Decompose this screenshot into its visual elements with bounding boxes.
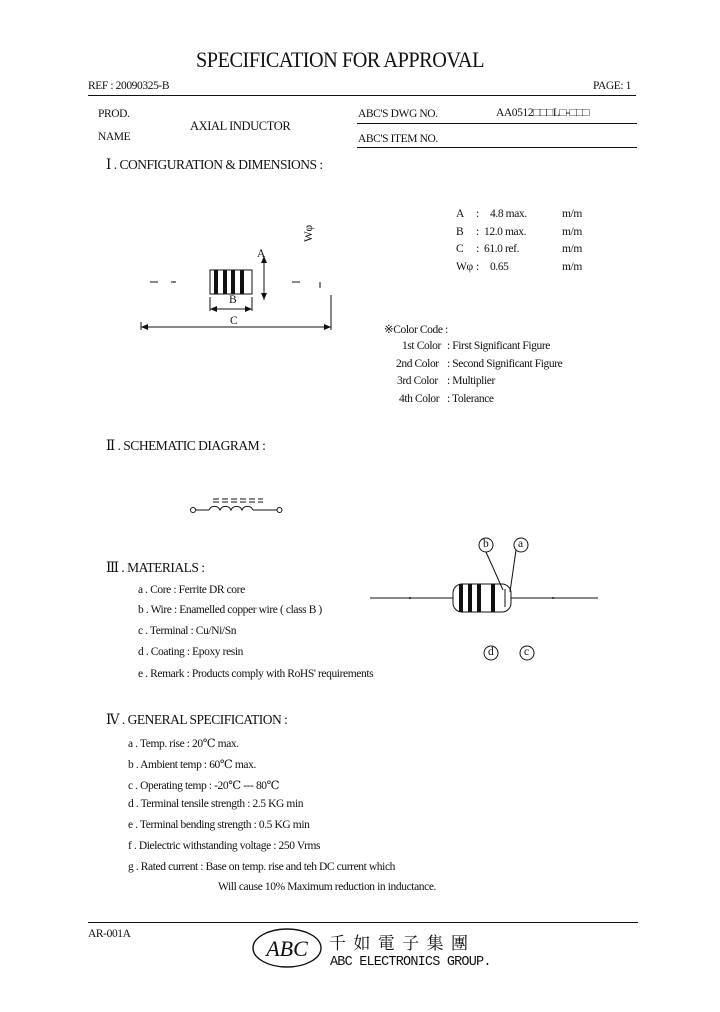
item-label: ABC'S ITEM NO. (358, 133, 438, 145)
materials-band-1 (459, 584, 463, 612)
dim-row-c-sep: : (476, 243, 479, 255)
dim-row-a-sep: : (476, 208, 479, 220)
color-1-label: 1st Color (402, 340, 441, 352)
dim-row-a-value: 4.8 max. (490, 208, 527, 220)
dim-row-a-key: A (456, 208, 464, 220)
dim-row-c-unit: m/m (562, 243, 582, 255)
dim-row-a-unit: m/m (562, 208, 582, 220)
prod-label: PROD. (98, 108, 130, 120)
spec-tensile-strength: d . Terminal tensile strength : 2.5 KG min (128, 798, 304, 810)
dim-row-w-sep: : (476, 261, 479, 273)
color-2-desc: : Second Significant Figure (447, 358, 563, 370)
material-terminal: c . Terminal : Cu/Ni/Sn (138, 625, 237, 637)
callout-a-label: a (518, 538, 523, 550)
spec-operating-temp: c . Operating temp : -20℃ --- 80℃ (128, 780, 280, 792)
spec-rated-current: g . Rated current : Base on temp. rise and teh DC current which (128, 861, 396, 873)
material-coating: d . Coating : Epoxy resin (138, 646, 243, 658)
dim-row-b-sep: : (476, 226, 479, 238)
materials-band-2 (468, 584, 472, 612)
company-english-name: ABC ELECTRONICS GROUP. (330, 955, 491, 970)
color-4-label: 4th Color (399, 393, 440, 405)
company-chinese-name: 千 如 電 子 集 團 (329, 934, 470, 954)
color-3-label: 3rd Color (397, 375, 438, 387)
section-2-heading: Ⅱ . SCHEMATIC DIAGRAM : (106, 438, 266, 453)
page-title: SPECIFICATION FOR APPROVAL (196, 47, 484, 72)
color-2-label: 2nd Color (396, 358, 439, 370)
spec-ambient-temp: b . Ambient temp : 60℃ max. (128, 759, 256, 771)
dim-b-label: B (229, 294, 237, 306)
ref-number: REF : 20090325-B (88, 80, 170, 92)
spec-rated-current-continued: Will cause 10% Maximum reduction in inductance. (218, 881, 437, 893)
material-wire: b . Wire : Enamelled copper wire ( class B ) (138, 604, 322, 616)
dim-row-w-unit: m/m (562, 261, 582, 273)
page-number: PAGE: 1 (593, 80, 631, 92)
color-band-4 (240, 270, 244, 294)
color-1-desc: : First Significant Figure (447, 340, 550, 352)
color-band-1 (214, 270, 218, 294)
dwg-label: ABC'S DWG NO. (358, 108, 438, 120)
dim-row-w-key: Wφ (456, 261, 473, 273)
materials-band-4 (491, 584, 495, 612)
dim-c-label: C (230, 315, 238, 327)
callout-c-label: c (524, 646, 529, 658)
dim-row-b-key: B (456, 226, 464, 238)
dim-row-b-unit: m/m (562, 226, 582, 238)
section-3-heading: Ⅲ . MATERIALS : (106, 560, 205, 575)
name-label: NAME (98, 131, 131, 143)
spec-dielectric-voltage: f . Dielectric withstanding voltage : 250 Vrms (128, 840, 321, 852)
abc-logo (250, 925, 324, 971)
schematic-inductor-symbol (185, 494, 290, 524)
material-remark: e . Remark : Products comply with RoHS' requirements (138, 668, 374, 680)
dim-w-label: Wφ (303, 225, 315, 242)
dim-row-b-value: 12.0 max. (484, 226, 527, 238)
spec-temp-rise: a . Temp. rise : 20℃ max. (128, 738, 239, 750)
dim-row-c-value: 61.0 ref. (484, 243, 520, 255)
callout-d-label: d (488, 646, 494, 658)
color-band-2 (223, 270, 227, 294)
section-4-heading: Ⅳ . GENERAL SPECIFICATION : (106, 712, 288, 727)
callout-b-label: b (483, 538, 489, 550)
logo-text: ABC (266, 936, 308, 961)
color-band-3 (231, 270, 235, 294)
footer-rule (88, 922, 638, 923)
form-number: AR-001A (88, 928, 131, 940)
section-1-heading: Ⅰ . CONFIGURATION & DIMENSIONS : (106, 157, 323, 172)
color-4-desc: : Tolerance (447, 393, 494, 405)
dim-row-c-key: C (456, 243, 464, 255)
color-code-title: ※Color Code : (384, 324, 448, 336)
material-core: a . Core : Ferrite DR core (138, 584, 245, 596)
product-name: AXIAL INDUCTOR (190, 119, 291, 133)
dim-a-label: A (257, 248, 265, 260)
dwg-number: AA0512□□□L□-□□□ (496, 107, 590, 119)
spec-bending-strength: e . Terminal bending strength : 0.5 KG min (128, 819, 310, 831)
materials-band-3 (477, 584, 481, 612)
color-3-desc: : Multiplier (447, 375, 495, 387)
dim-row-w-value: 0.65 (490, 261, 509, 273)
